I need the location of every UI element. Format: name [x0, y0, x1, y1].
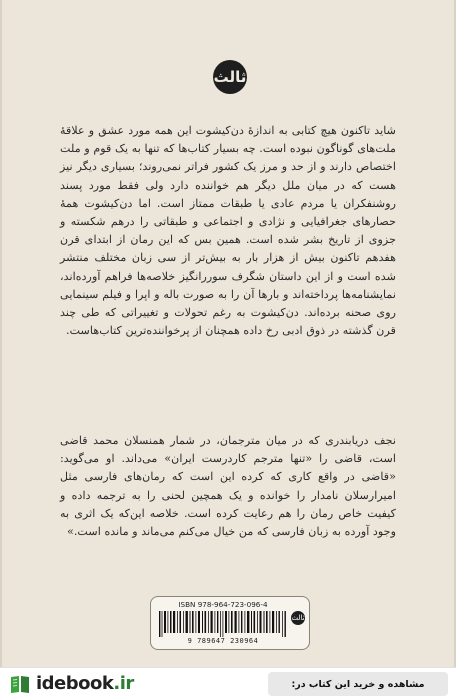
watermark-brand[interactable] [36, 673, 134, 694]
blurb-paragraph-1: شاید تاکنون هیچ کتابی به اندازهٔ دن‌کیشوت این همه مورد عشق و علاقهٔ ملت‌های گوناگون نبوده است. چه بسیار کتاب‌ها که تنها به یک قوم و ملت اختصاص دارند و از حد و مرز یک کشور فراتر نمی‌روند؛ بسیاری دیگر نیز هست که در میان ملل دیگر هم خواننده دارد ولی فقط مورد پسند روشنفکران یا مردم عادی یا طبقات ممتاز است. اما دن‌کیشوت همهٔ حصارهای جغرافیایی و نژادی و اجتماعی و طبقاتی را درهم شکسته و جزوی از تاریخ بشر شده است. همین بس که این رمان از ابتدای قرن هفدهم تاکنون بیش از هزار بار به بیش‌تر از سی زبان مختلف منتشر شده است و از این داستان شگرف سوررانگیز خلاصه‌ها فراهم آورده‌اند، نمایشنامه‌ها پرداخته‌اند و بارها آن را به صورت باله و اپرا و فیلم سینمایی روی صحنه برده‌اند. دن‌کیشوت به رغم تحولات و تغییراتی که طی چند قرن گذشته در ذوق ادبی رخ داده همچنان از پرخواننده‌ترین کتاب‌هاست. [60, 124, 396, 338]
isbn-label: ISBN 978-964-723-096-4 [178, 600, 268, 609]
isbn-barcode-box [150, 596, 310, 650]
watermark-cta-button[interactable]: مشاهده و خرید این کتاب در: [268, 672, 448, 696]
watermark-brand-tld: .ir [113, 673, 134, 694]
watermark-bar[interactable] [0, 667, 456, 700]
barcode-icon [157, 611, 289, 637]
isbn-publisher-logo: ثالث [291, 611, 305, 625]
watermark-brand-main: idebook [36, 673, 114, 694]
cover-edge-left [0, 0, 2, 700]
barcode-digits: 9 789647 230964 [187, 637, 259, 645]
book-icon [8, 672, 32, 696]
publisher-logo: ثالث [213, 60, 247, 94]
blurb-paragraph-2: نجف دریابندری که در میان مترجمان، در شمار همنسلان محمد قاضی است، قاضی را «تنها مترجم کاردرست ایران» می‌داند. او می‌گوید: «قاضی در واقع کاری که کرده این است که رمان‌های فارسی مثل امیرارسلان نامدار را خوانده و یک همچین لحنی را به ترجمه داده و کیفیت خاص رمان را هم رعایت کرده است. خلاصه این‌که یک اثری به وجود آورده به زبان فارسی که من خیال می‌کنم می‌ماند و مانده است.» [60, 434, 396, 539]
